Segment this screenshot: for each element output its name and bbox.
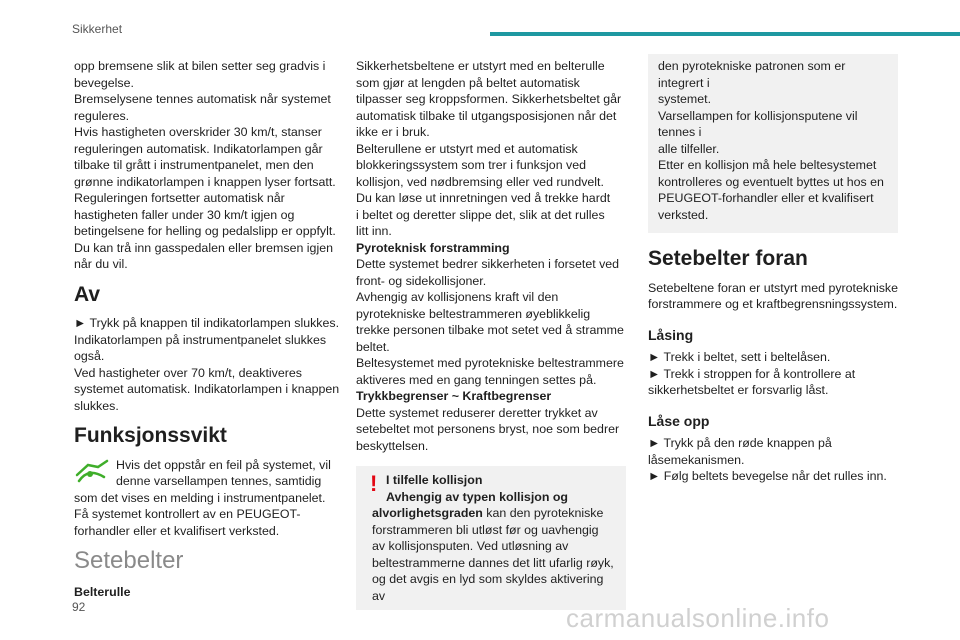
heading-setebelter-foran: Setebelter foran bbox=[648, 247, 808, 270]
column-2 bbox=[356, 58, 624, 610]
paragraph: Sikkerhetsbeltene er utstyrt med en belterulle som gjør at lengden på beltet automatisk tilpasser seg kroppsformen. Sikkerhetsbeltet går automatisk tilbake til utgangsposisjonen når det ikke er i bruk. Belterullene er utstyrt med et automatisk blokkeringssystem som trer i funksjon ved kollisjon, ved nødbremsing eller ved rundvelt. Du kan løse ut innretningen ved å trekke hardt i beltet og deretter slippe det, slik at det rulles litt inn. Pyroteknisk forstramming Dette systemet bedrer sikkerheten i forsetet ved front- og sidekollisjoner. Avhengig av kollisjonens kraft vil den pyrotekniske beltestrammeren øyeblikkelig trekke personen tilbake mot setet ved å stramme beltet. Beltesystemet med pyrotekniske beltestrammere aktiveres med en gang tenningen settes på. Trykkbegrenser ~ Kraftbegrenser Dette systemet reduserer deretter trykket av setebeltet mot personens bryst, noe som bedrer beskyttelsen. bbox=[356, 59, 624, 453]
warning-box: ! I tilfelle kollisjon Avhengig av typen kollisjon og alvorlighetsgraden kan den pyrotekniske forstrammeren bli utløst før og uavhengig av kollisjonsputen. Ved utløsning av beltestrammerne dannes det litt ufarlig røyk, og det avgis en lyd som skyldes aktivering av bbox=[356, 466, 626, 610]
paragraph-unlock: ► Trykk på den røde knappen på låsemekanismen. ► Følg beltets bevegelse når det rulles inn. bbox=[648, 436, 887, 483]
heading-lasing: Låsing bbox=[648, 326, 694, 343]
steering-warning-icon bbox=[74, 457, 110, 487]
heading-funksjonssvikt: Funksjonssvikt bbox=[74, 424, 227, 447]
heading-lase-opp: Låse opp bbox=[648, 412, 710, 429]
exclamation-icon: ! bbox=[370, 471, 378, 496]
section-header: Sikkerhet bbox=[72, 22, 123, 36]
page-number: 92 bbox=[72, 600, 86, 614]
continued-info-box: den pyrotekniske patronen som er integrert i systemet. Varsellampen for kollisjonsputene vil tennes i alle tilfeller. Etter en kollisjon må hele beltesystemet kontrolleres og eventuelt byttes ut hos en PEUGEOT-forhandler eller et kvalifisert verksted. bbox=[648, 54, 898, 233]
heading-av: Av bbox=[74, 282, 101, 306]
paragraph: opp bremsene slik at bilen setter seg gradvis i bevegelse. Bremselysene tennes automatisk når systemet reguleres. Hvis hastigheten overskrider 30 km/t, stanser reguleringen automatisk. Indikatorlampen går tilbake til grått i instrumentpanelet, men den grønne indikatorlampen i knappen lyser fortsatt. Reguleringen fortsetter automatisk når hastigheten faller under 30 km/t igjen og betingelsene for helling og pedalslipp er oppfylt. Du kan trå inn gasspedalen eller bremsen igjen når du vil. bbox=[74, 59, 336, 271]
column-1 bbox=[74, 58, 342, 600]
subheading-pyro: Pyroteknisk forstramming bbox=[356, 240, 510, 255]
subheading-belterulle: Belterulle bbox=[74, 584, 131, 599]
footer-watermark: carmanualsonline.info bbox=[566, 603, 830, 633]
heading-setebelter: Setebelter bbox=[74, 547, 184, 574]
paragraph-lock: ► Trekk i beltet, sett i beltelåsen. ► Trekk i stroppen for å kontrollere at sikkerhetsbeltet er forsvarlig låst. bbox=[648, 350, 856, 397]
header-accent-bar bbox=[490, 32, 960, 36]
subheading-limiter: Trykkbegrenser ~ Kraftbegrenser bbox=[356, 389, 552, 403]
column-3 bbox=[648, 58, 898, 485]
paragraph-av: ► Trykk på knappen til indikatorlampen slukkes. Indikatorlampen på instrumentpanelet slukkes også. Ved hastigheter over 70 km/t, deaktiveres systemet automatisk. Indikatorlampen i knappen slukkes. bbox=[74, 316, 340, 413]
paragraph-front: Setebeltene foran er utstyrt med pyrotekniske forstrammere og et kraftbegrensningssystem. bbox=[648, 280, 899, 311]
warning-title: I tilfelle kollisjon bbox=[386, 473, 483, 487]
paragraph-fault: Hvis det oppstår en feil på systemet, vil denne varsellampen tennes, samtidig som det vises en melding i instrumentpanelet. Få systemet kontrollert av en PEUGEOT- forhandler eller et kvalifisert verksted. bbox=[74, 457, 331, 538]
